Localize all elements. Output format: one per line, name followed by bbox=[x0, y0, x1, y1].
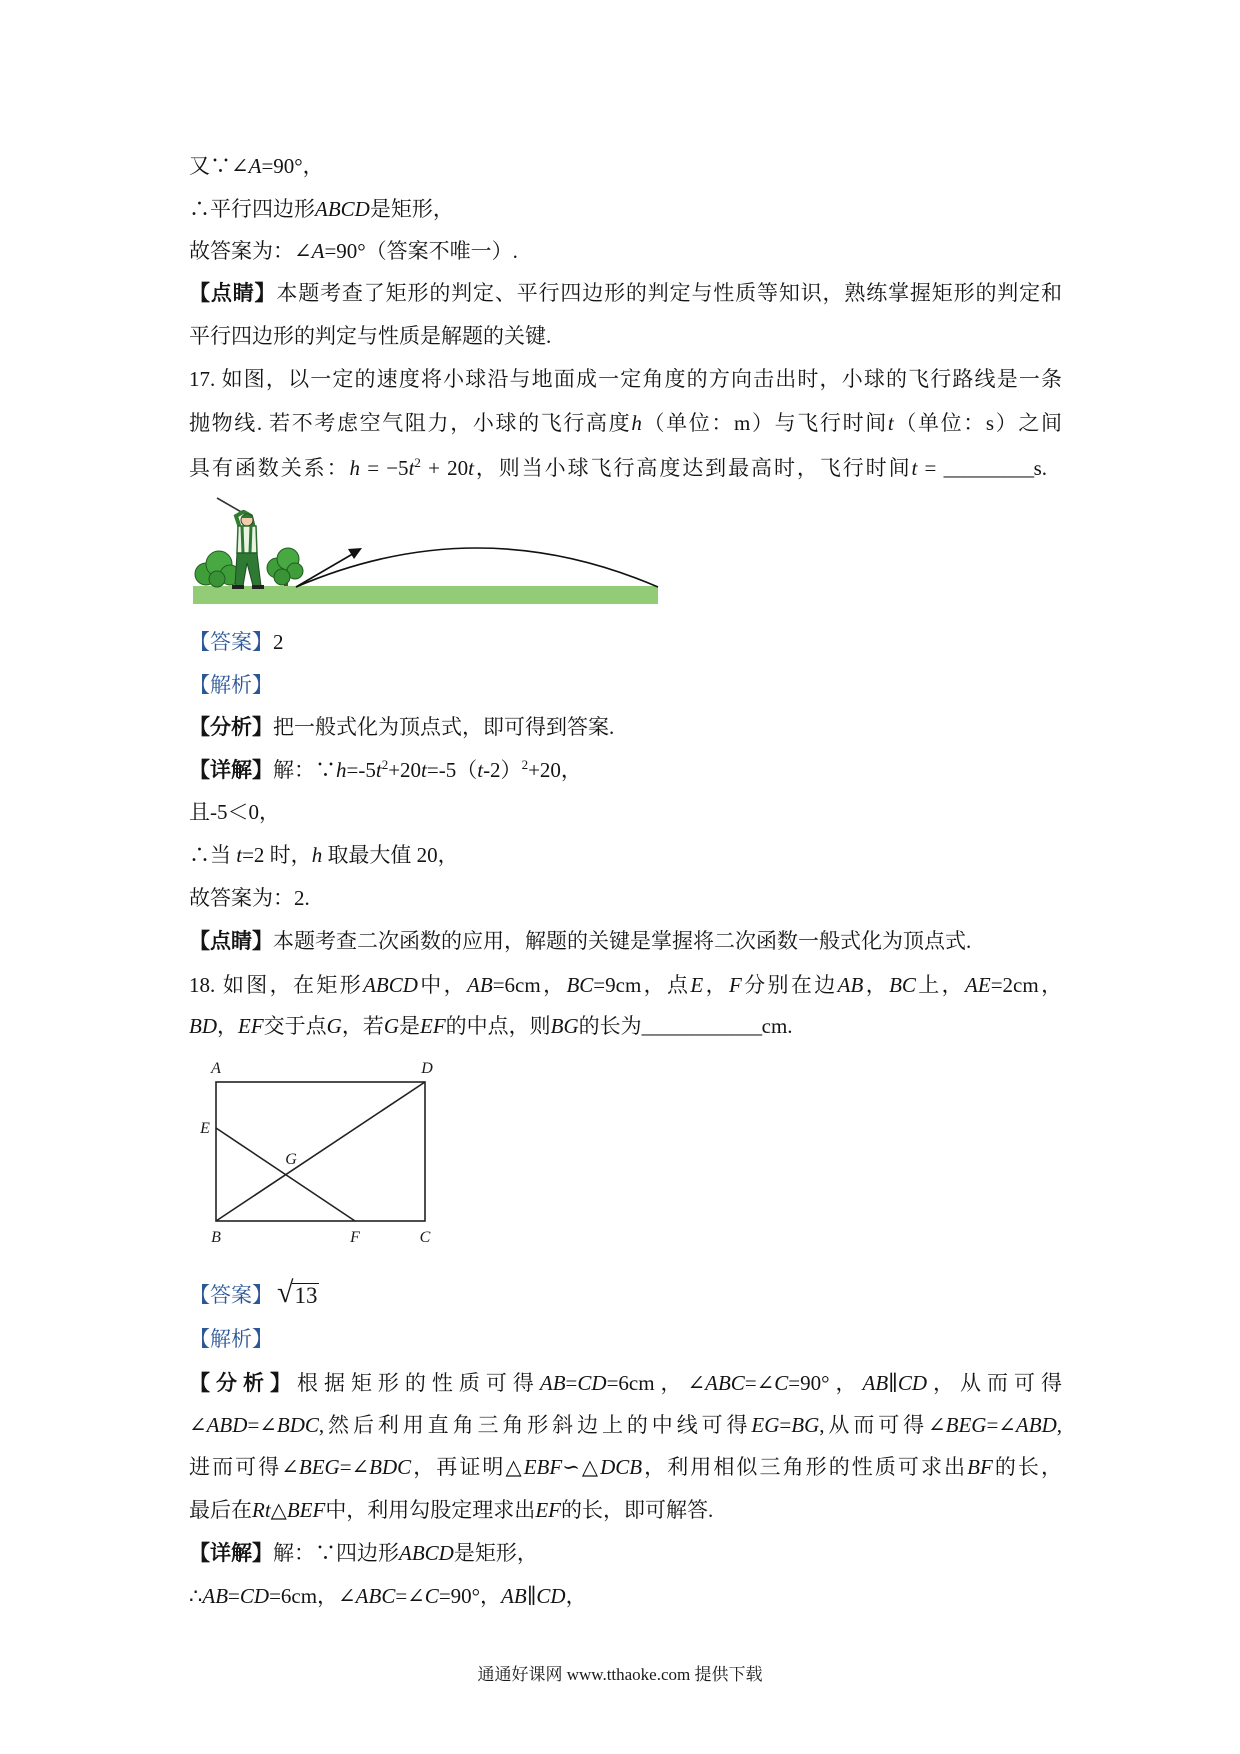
text-run: =6cm， bbox=[492, 973, 567, 997]
text-run: ∴当 bbox=[189, 843, 237, 867]
text-run: ,然后利用直角三角形斜边上的中线可得 bbox=[318, 1413, 752, 1437]
text-run: 取最大值 20， bbox=[322, 843, 459, 867]
bush-icon bbox=[195, 551, 240, 587]
ball-trajectory bbox=[296, 548, 658, 587]
label-c: C bbox=[419, 1229, 431, 1246]
q17-solution-step bbox=[189, 883, 310, 913]
math-variable: CD bbox=[239, 1584, 270, 1608]
math-variable: BDC bbox=[369, 1455, 412, 1479]
text-run: =90°， bbox=[438, 1584, 502, 1608]
bush-icon bbox=[267, 548, 303, 586]
text-run: ，利用相似三角形的性质可求出 bbox=[642, 1455, 968, 1479]
text-run: =90°， bbox=[788, 1371, 863, 1395]
math-variable: BDC bbox=[276, 1413, 319, 1437]
text-run: cm. bbox=[761, 1014, 793, 1038]
math-variable: ABCD bbox=[363, 973, 418, 997]
math-variable: t bbox=[236, 843, 243, 867]
q18-analysis bbox=[189, 1368, 1062, 1398]
math-variable: DCB bbox=[600, 1455, 643, 1479]
text-run: =∠ bbox=[247, 1413, 277, 1437]
text-run: ∠ bbox=[189, 1413, 207, 1437]
prev-key-point bbox=[189, 278, 1062, 308]
text-run: ,从而可得∠ bbox=[819, 1413, 946, 1437]
text-run: 2 bbox=[273, 630, 284, 654]
q17-solution-step bbox=[189, 840, 459, 870]
math-variable: AB bbox=[862, 1371, 889, 1395]
q17-solution-step bbox=[189, 755, 582, 785]
superscript: 2 bbox=[381, 757, 389, 772]
math-variable: AE bbox=[965, 973, 991, 997]
text-run: 的长， bbox=[992, 1455, 1062, 1479]
q18-solution-step bbox=[189, 1581, 587, 1611]
text-run: ， bbox=[217, 1014, 238, 1038]
text-run: ∽△ bbox=[562, 1455, 601, 1479]
text-run: 17. 如图，以一定的速度将小球沿与地面成一定角度的方向击出时，小球的飞行路线是一条 bbox=[189, 367, 1062, 391]
math-variable: AB bbox=[202, 1584, 229, 1608]
text-run: ， bbox=[565, 1584, 587, 1608]
text-run: 本题考查了矩形的判定、平行四边形的判定与性质等知识，熟练掌握矩形的判定和 bbox=[276, 281, 1063, 305]
question-17-stem bbox=[189, 408, 1062, 438]
math-variable: h bbox=[631, 411, 642, 435]
text-run: = bbox=[917, 456, 944, 480]
math-variable: t bbox=[887, 411, 894, 435]
question-18-stem bbox=[189, 970, 1062, 1000]
question-17-stem bbox=[189, 364, 1062, 394]
math-variable: t bbox=[408, 456, 415, 480]
math-variable: ABC bbox=[355, 1584, 396, 1608]
text-run: = −5 bbox=[360, 456, 409, 480]
math-variable: t bbox=[911, 456, 918, 480]
text-run: =9cm，点 bbox=[593, 973, 691, 997]
math-variable: CD bbox=[577, 1371, 607, 1395]
math-variable: A bbox=[248, 154, 262, 178]
math-variable: A bbox=[311, 239, 325, 263]
section-label-blue: 【解析】 bbox=[189, 1327, 273, 1351]
figure-rectangle-abcd bbox=[195, 1055, 445, 1255]
section-label: 【详解】 bbox=[189, 758, 273, 782]
prev-solution-step bbox=[189, 194, 454, 224]
text-run: =2cm， bbox=[990, 973, 1063, 997]
math-variable: h bbox=[336, 758, 347, 782]
math-variable: BEG bbox=[298, 1455, 340, 1479]
text-run: = bbox=[779, 1413, 792, 1437]
text-run: 中，利用勾股定理求出 bbox=[325, 1498, 536, 1522]
q17-key-point bbox=[189, 926, 971, 956]
math-variable: BD bbox=[189, 1014, 217, 1038]
section-label: 【点睛】 bbox=[189, 929, 273, 953]
math-variable: BC bbox=[566, 973, 594, 997]
text-run: 是矩形， bbox=[369, 197, 454, 221]
text-run: 解：∵四边形 bbox=[273, 1541, 399, 1565]
text-run: 解：∵ bbox=[273, 758, 336, 782]
q18-analysis-heading bbox=[189, 1324, 273, 1354]
text-run: -2） bbox=[483, 758, 522, 782]
page-footer: 通通好课网 www.tthaoke.com 提供下载 bbox=[477, 1665, 763, 1684]
q18-analysis bbox=[189, 1410, 1062, 1440]
math-variable: C bbox=[774, 1371, 789, 1395]
q18-answer bbox=[189, 1273, 319, 1313]
text-run: =∠ bbox=[339, 1455, 370, 1479]
prev-solution-step bbox=[189, 151, 324, 181]
text-run: （单位：m）与飞行时间 bbox=[641, 411, 888, 435]
text-run: ∴平行四边形 bbox=[189, 197, 315, 221]
label-a: A bbox=[211, 1060, 221, 1077]
math-variable: C bbox=[424, 1584, 439, 1608]
text-run: （单位：s）之间 bbox=[893, 411, 1063, 435]
text-run: 交于点 bbox=[263, 1014, 327, 1038]
q17-solution-step bbox=[189, 797, 280, 827]
math-variable: ABD bbox=[1015, 1413, 1057, 1437]
text-run: 故答案为：∠ bbox=[189, 239, 312, 263]
math-variable: EBF bbox=[523, 1455, 563, 1479]
text-run: 故答案为：2. bbox=[189, 886, 310, 910]
math-variable: CD bbox=[536, 1584, 566, 1608]
math-variable: EG bbox=[751, 1413, 780, 1437]
math-variable: CD bbox=[897, 1371, 928, 1395]
math-variable: AB bbox=[837, 973, 864, 997]
math-variable: BG bbox=[791, 1413, 820, 1437]
math-variable: AB bbox=[467, 973, 493, 997]
math-variable: G bbox=[383, 1014, 399, 1038]
text-run: s. bbox=[1033, 456, 1048, 480]
text-run: =∠ bbox=[395, 1584, 425, 1608]
q17-analysis bbox=[189, 712, 614, 742]
section-label: 【分析】 bbox=[189, 715, 273, 739]
math-variable: ABCD bbox=[315, 197, 370, 221]
text-run: 的中点，则 bbox=[445, 1014, 551, 1038]
text-run: 上， bbox=[915, 973, 966, 997]
section-label: 【点睛】 bbox=[189, 281, 277, 305]
radical-sign: √ bbox=[277, 1276, 294, 1309]
math-variable: BG bbox=[550, 1014, 579, 1038]
text-run: 的长为 bbox=[578, 1014, 642, 1038]
math-variable: ABC bbox=[705, 1371, 745, 1395]
text-run: ∥ bbox=[888, 1371, 898, 1395]
label-d: D bbox=[421, 1060, 433, 1077]
math-variable: t bbox=[477, 758, 484, 782]
section-label-blue: 【解析】 bbox=[189, 673, 273, 697]
text-run: 的长，即可解答. bbox=[560, 1498, 714, 1522]
text-run: = bbox=[228, 1584, 240, 1608]
math-variable: ABD bbox=[206, 1413, 248, 1437]
text-run: =-5 bbox=[346, 758, 376, 782]
text-run: △ bbox=[270, 1498, 287, 1522]
text-run: 又∵∠ bbox=[189, 154, 249, 178]
text-run: 根据矩形的性质可得 bbox=[296, 1371, 540, 1395]
math-variable: EF bbox=[238, 1014, 264, 1038]
math-variable: EF bbox=[535, 1498, 561, 1522]
launch-direction-arrow bbox=[296, 548, 362, 587]
prev-answer-statement bbox=[189, 236, 518, 266]
text-run: ，若 bbox=[341, 1014, 384, 1038]
text-run: =∠ bbox=[744, 1371, 775, 1395]
text-run: 18. 如图，在矩形 bbox=[189, 973, 364, 997]
text-run: , bbox=[1056, 1413, 1062, 1437]
math-variable: E bbox=[690, 973, 704, 997]
text-run: =90°， bbox=[261, 154, 324, 178]
q17-answer bbox=[189, 627, 284, 657]
text-run: + 20 bbox=[420, 456, 469, 480]
text-run: 平行四边形的判定与性质是解题的关键. bbox=[189, 324, 552, 348]
math-variable: h bbox=[311, 843, 323, 867]
math-variable: t bbox=[421, 758, 427, 782]
text-run: =6cm，∠ bbox=[606, 1371, 706, 1395]
q18-solution-step bbox=[189, 1538, 538, 1568]
answer-blank: _________ bbox=[943, 456, 1034, 480]
diagonal-bd bbox=[216, 1082, 425, 1221]
text-run: +20 bbox=[388, 758, 422, 782]
math-variable: EF bbox=[420, 1014, 446, 1038]
text-run: 是 bbox=[399, 1014, 420, 1038]
math-variable: F bbox=[728, 973, 742, 997]
math-variable: BEF bbox=[286, 1498, 326, 1522]
text-run: ∴ bbox=[189, 1584, 203, 1608]
question-17-stem bbox=[189, 453, 1047, 483]
q18-analysis bbox=[189, 1495, 713, 1525]
superscript: 2 bbox=[414, 455, 421, 470]
text-run: 最后在 bbox=[189, 1498, 252, 1522]
text-run: =∠ bbox=[986, 1413, 1016, 1437]
superscript: 2 bbox=[521, 757, 529, 772]
text-run: =2 时， bbox=[242, 843, 312, 867]
text-run: =6cm，∠ bbox=[269, 1584, 356, 1608]
prev-key-point bbox=[189, 321, 551, 351]
label-f: F bbox=[350, 1229, 360, 1246]
math-variable: BEG bbox=[945, 1413, 987, 1437]
radicand: 13 bbox=[294, 1283, 318, 1308]
label-b: B bbox=[211, 1229, 221, 1246]
text-run: =90°（答案不唯一）. bbox=[324, 239, 518, 263]
q18-analysis bbox=[189, 1452, 1062, 1482]
answer-blank: ____________ bbox=[641, 1014, 762, 1038]
math-variable: ABCD bbox=[399, 1541, 454, 1565]
figure-golf-shot bbox=[190, 495, 665, 610]
section-label: 【详解】 bbox=[189, 1541, 273, 1565]
section-label-blue: 【答案】 bbox=[189, 630, 273, 654]
text-run: ，从而可得 bbox=[927, 1371, 1063, 1395]
math-variable: G bbox=[326, 1014, 342, 1038]
math-variable: t bbox=[375, 758, 382, 782]
text-run: ∥ bbox=[526, 1584, 537, 1608]
text-run: 进而可得∠ bbox=[189, 1455, 299, 1479]
math-variable: AB bbox=[501, 1584, 527, 1608]
text-run: 具有函数关系： bbox=[189, 456, 350, 480]
math-variable: t bbox=[468, 456, 474, 480]
math-variable: h bbox=[349, 456, 361, 480]
text-run: = bbox=[565, 1371, 578, 1395]
text-run: ， bbox=[703, 973, 729, 997]
section-label: 【分析】 bbox=[189, 1371, 297, 1395]
text-run: 分别在边 bbox=[741, 973, 838, 997]
text-run: ，则当小球飞行高度达到最高时，飞行时间 bbox=[473, 456, 912, 480]
text-run: 抛物线. 若不考虑空气阻力，小球的飞行高度 bbox=[189, 411, 632, 435]
q17-analysis-heading bbox=[189, 670, 273, 700]
text-run: ， bbox=[863, 973, 890, 997]
text-run: ，再证明△ bbox=[411, 1455, 524, 1479]
label-e: E bbox=[200, 1120, 210, 1137]
math-variable: AB bbox=[539, 1371, 566, 1395]
label-g: G bbox=[285, 1151, 297, 1168]
text-run: +20， bbox=[528, 758, 582, 782]
text-run: 把一般式化为顶点式，即可得到答案. bbox=[273, 715, 615, 739]
math-variable: Rt bbox=[252, 1498, 271, 1522]
question-18-stem bbox=[189, 1011, 793, 1041]
math-variable: BF bbox=[967, 1455, 993, 1479]
text-run: 中， bbox=[417, 973, 468, 997]
text-run: =-5（ bbox=[426, 758, 478, 782]
text-run: 是矩形， bbox=[453, 1541, 538, 1565]
math-variable: BC bbox=[889, 973, 916, 997]
section-label-blue: 【答案】 bbox=[189, 1283, 273, 1307]
text-run: 且-5＜0， bbox=[189, 800, 280, 824]
text-run: 本题考查二次函数的应用，解题的关键是掌握将二次函数一般式化为顶点式. bbox=[273, 929, 972, 953]
